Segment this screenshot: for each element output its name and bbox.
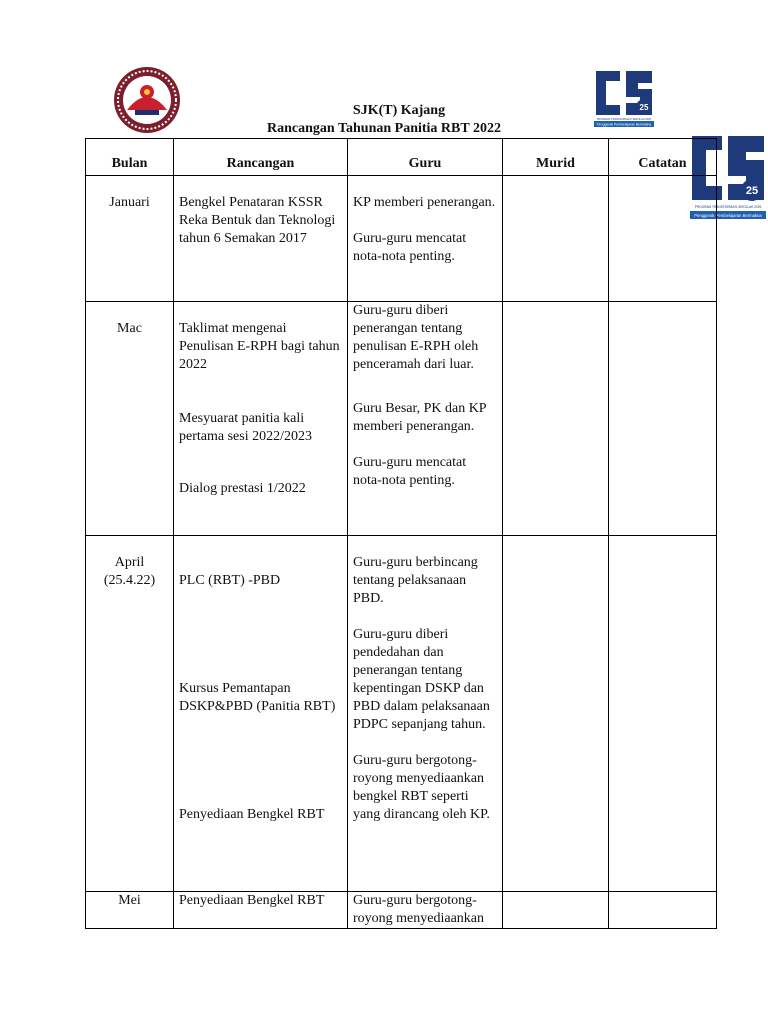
guru-cell: [348, 302, 503, 536]
rancangan-item: Taklimat mengenai Penulisan E-RPH bagi tahun 2022: [179, 321, 340, 372]
guru-cell: [348, 176, 503, 302]
rancangan-cell: [174, 536, 348, 892]
pts-floating-number: 25: [745, 185, 759, 197]
guru-item: Guru-guru mencatat nota-nota penting.: [353, 455, 467, 488]
rancangan-item: Penyediaan Bengkel RBT: [179, 893, 325, 908]
bulan-text: Mei: [118, 893, 141, 908]
catatan-cell: [609, 302, 717, 536]
header-guru: Guru: [348, 139, 503, 176]
header-bulan: Bulan: [86, 139, 174, 176]
pts-tagline: Penggerak Pembelajaran Bermakna: [596, 122, 652, 127]
bulan-text: April: [114, 555, 145, 570]
guru-item: Guru-guru diberi pendedahan dan penerangan tentang kepentingan DSKP dan PBD dalam pelaksanaan PDPC sepanjang tahun.: [353, 627, 490, 732]
table-header-row: [86, 139, 717, 176]
murid-cell: [503, 302, 609, 536]
guru-item: Guru-guru diberi penerangan tentang penulisan E-RPH oleh penceramah dari luar.: [353, 303, 479, 372]
guru-item: KP memberi penerangan.: [353, 195, 496, 210]
table-row: [86, 892, 717, 929]
rancangan-cell: [174, 176, 348, 302]
murid-cell: [503, 892, 609, 929]
table-row: [86, 176, 717, 302]
bulan-date: (25.4.22): [103, 573, 156, 588]
bulan-cell: [86, 176, 174, 302]
bulan-text: Mac: [117, 321, 142, 336]
pts-floating-small-text: PROGRAM TRANSFORMASI SEKOLAH 2025: [694, 205, 762, 209]
document-title: Rancangan Tahunan Panitia RBT 2022: [267, 121, 501, 136]
guru-item: Guru-guru bergotong-royong menyediaankan: [353, 893, 485, 926]
murid-cell: [503, 176, 609, 302]
guru-cell: [348, 892, 503, 929]
rancangan-item: Mesyuarat panitia kali pertama sesi 2022/2023: [179, 411, 312, 444]
header-murid: Murid: [503, 139, 609, 176]
bulan-text: Januari: [109, 195, 150, 210]
rancangan-item: PLC (RBT) -PBD: [179, 573, 281, 588]
pts-floating-tagline: Penggerak Pembelajaran Bermakna: [694, 213, 762, 218]
rancangan-item: Kursus Pemantapan DSKP&PBD (Panitia RBT): [179, 681, 336, 714]
murid-cell: [503, 536, 609, 892]
rancangan-cell: [174, 892, 348, 929]
plan-table: [85, 138, 717, 929]
guru-item: Guru-guru berbincang tentang pelaksanaan PBD.: [353, 555, 478, 606]
guru-cell: [348, 536, 503, 892]
table-row: [86, 536, 717, 892]
pts-number: 25: [639, 103, 649, 112]
table-row: [86, 302, 717, 536]
rancangan-item: Dialog prestasi 1/2022: [179, 481, 306, 496]
catatan-cell: [609, 536, 717, 892]
school-name: SJK(T) Kajang: [352, 103, 446, 118]
bulan-cell: [86, 892, 174, 929]
pts-small-text: PROGRAM TRANSFORMASI SEKOLAH 2025: [596, 118, 652, 121]
rancangan-item: Penyediaan Bengkel RBT: [179, 807, 325, 822]
rancangan-item: Bengkel Penataran KSSR Reka Bentuk dan Teknologi tahun 6 Semakan 2017: [179, 195, 336, 246]
header-rancangan: Rancangan: [174, 139, 348, 176]
bulan-cell: [86, 302, 174, 536]
bulan-cell: [86, 536, 174, 892]
catatan-cell: [609, 176, 717, 302]
catatan-cell: [609, 892, 717, 929]
rancangan-cell: [174, 302, 348, 536]
guru-item: Guru-guru bergotong-royong menyediaankan bengkel RBT seperti yang dirancang oleh KP.: [353, 753, 490, 822]
guru-item: Guru Besar, PK dan KP memberi penerangan.: [353, 401, 487, 434]
header-catatan: Catatan: [609, 139, 717, 176]
guru-item: Guru-guru mencatat nota-nota penting.: [353, 231, 467, 264]
